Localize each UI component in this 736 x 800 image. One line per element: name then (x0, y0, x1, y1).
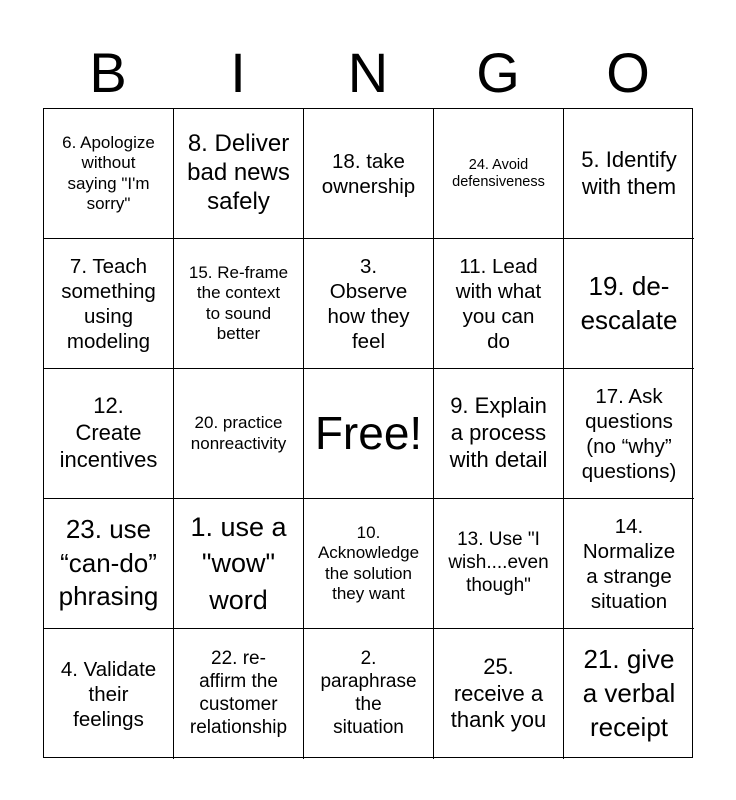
bingo-cell-r5c3[interactable] (304, 629, 434, 759)
bingo-cell-free[interactable] (304, 369, 434, 499)
bingo-board (43, 108, 693, 758)
bingo-cell-r4c2[interactable] (174, 499, 304, 629)
cell-text: 2. paraphrase the situation (320, 648, 417, 738)
cell-text: 19. de- escalate (580, 270, 678, 335)
bingo-header (43, 38, 693, 108)
cell-text: 23. use “can-do” phrasing (58, 513, 159, 612)
bingo-cell-r4c1[interactable] (44, 499, 174, 629)
bingo-cell-r1c5[interactable] (564, 109, 694, 239)
cell-text: 12. Create incentives (59, 393, 158, 472)
bingo-cell-r3c1[interactable] (44, 369, 174, 499)
bingo-cell-r1c2[interactable] (174, 109, 304, 239)
header-letter-i: I (230, 41, 246, 104)
bingo-cell-r3c2[interactable] (174, 369, 304, 499)
bingo-cell-r5c2[interactable] (174, 629, 304, 759)
bingo-cell-r4c4[interactable] (434, 499, 564, 629)
cell-text: 17. Ask questions (no “why” questions) (581, 384, 677, 483)
bingo-cell-r1c1[interactable] (44, 109, 174, 239)
bingo-cell-r2c5[interactable] (564, 239, 694, 369)
bingo-cell-r1c3[interactable] (304, 109, 434, 239)
free-space-text: Free! (314, 407, 423, 460)
cell-text: 8. Deliver bad news safely (187, 130, 290, 215)
bingo-cell-r5c1[interactable] (44, 629, 174, 759)
bingo-cell-r4c5[interactable] (564, 499, 694, 629)
cell-text: 10. Acknowledge the solution they want (317, 522, 420, 603)
bingo-cell-r1c4[interactable] (434, 109, 564, 239)
cell-text: 6. Apologize without saying "I'm sorry" (62, 132, 155, 213)
bingo-cell-r3c5[interactable] (564, 369, 694, 499)
cell-text: 5. Identify with them (581, 146, 677, 199)
bingo-cell-r2c2[interactable] (174, 239, 304, 369)
cell-text: 9. Explain a process with detail (449, 393, 548, 472)
bingo-cell-r2c4[interactable] (434, 239, 564, 369)
cell-text: 14. Normalize a strange situation (582, 514, 676, 613)
cell-text: 20. practice nonreactivity (190, 413, 287, 453)
cell-text: 18. take ownership (321, 149, 416, 198)
bingo-cell-r2c1[interactable] (44, 239, 174, 369)
header-letter-g: G (476, 41, 520, 104)
bingo-cell-r5c5[interactable] (564, 629, 694, 759)
cell-text: 4. Validate their feelings (60, 657, 157, 731)
cell-text: 3. Observe how they feel (327, 254, 410, 353)
cell-text: 22. re- affirm the customer relationship (189, 648, 288, 738)
bingo-cell-r2c3[interactable] (304, 239, 434, 369)
header-letter-b: B (89, 41, 127, 104)
bingo-cell-r4c3[interactable] (304, 499, 434, 629)
cell-text: 15. Re-frame the context to sound better (188, 262, 289, 343)
bingo-cell-r5c4[interactable] (434, 629, 564, 759)
cell-text: 13. Use "I wish....even though" (448, 529, 549, 596)
cell-text: 24. Avoid defensiveness (452, 156, 545, 190)
cell-text: 25. receive a thank you (450, 653, 547, 733)
header-letter-n: N (347, 41, 389, 104)
cell-text: 1. use a "wow" word (190, 511, 287, 615)
cell-text: 11. Lead with what you can do (455, 254, 542, 353)
cell-text: 21. give a verbal receipt (582, 644, 676, 742)
cell-text: 7. Teach something using modeling (61, 254, 156, 353)
header-letter-o: O (606, 41, 650, 104)
bingo-cell-r3c4[interactable] (434, 369, 564, 499)
